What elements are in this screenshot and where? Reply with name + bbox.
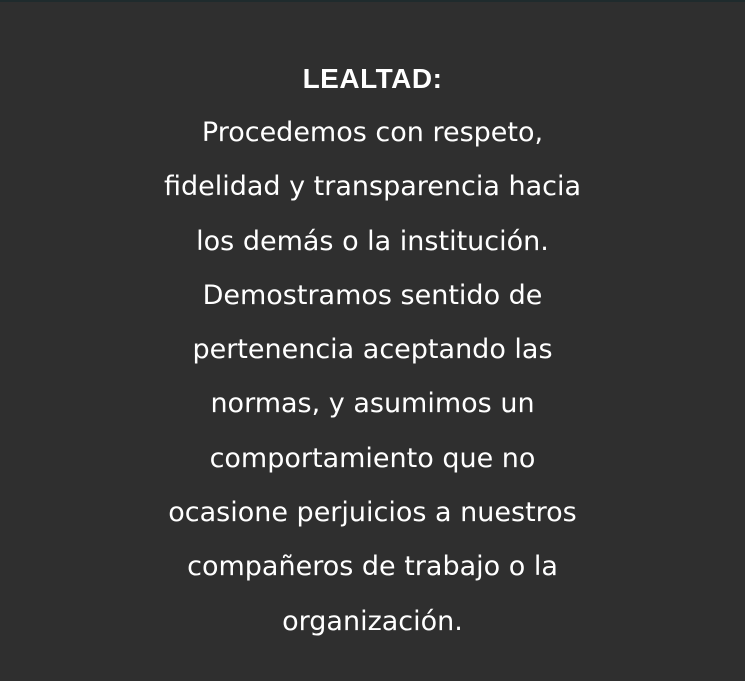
description-line: compañeros de trabajo o la [187, 551, 558, 583]
description-line: ocasione perjuicios a nuestros [168, 497, 577, 529]
description-line: Procedemos con respeto, [201, 117, 544, 148]
description-line: Demostramos sentido de [202, 279, 543, 311]
description-line: comportamiento que no [209, 442, 536, 474]
description-line: los demás o la institución. [196, 225, 549, 257]
description-line: fidelidad y transparencia hacia [163, 171, 582, 203]
value-title: LEALTAD: [302, 63, 443, 94]
value-description [113, 106, 633, 649]
description-line: normas, y asumimos un [210, 388, 535, 420]
description-line: pertenencia aceptando las [192, 334, 553, 366]
description-line: organización. [282, 605, 463, 637]
